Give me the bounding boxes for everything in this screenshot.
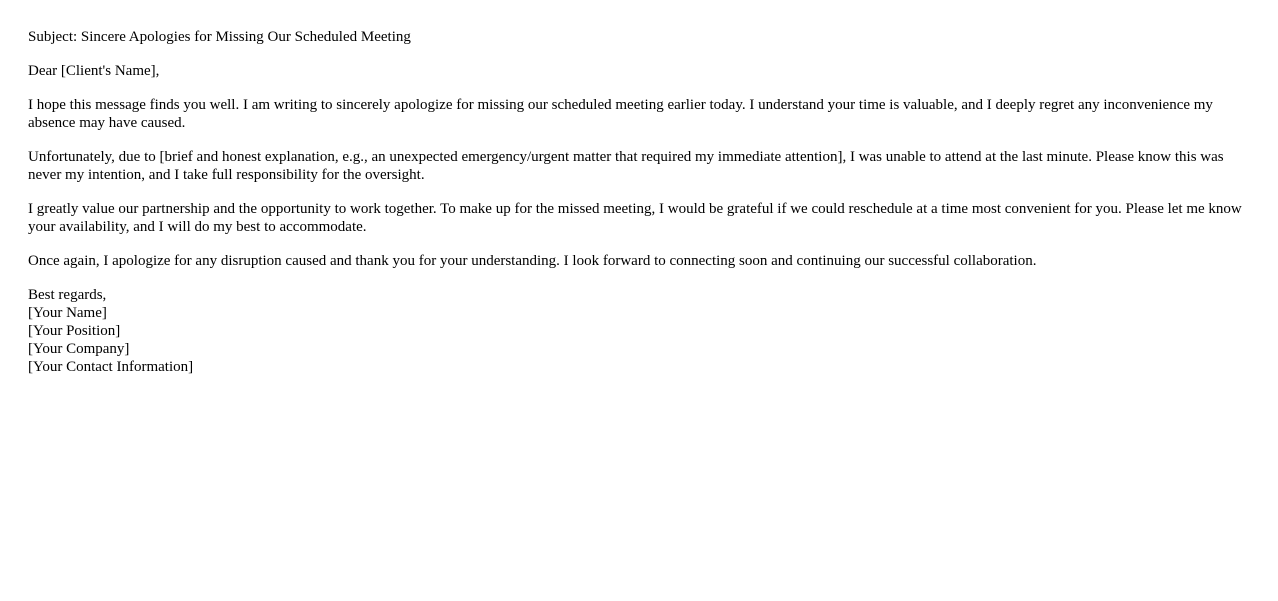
signature-name: [Your Name] bbox=[28, 305, 107, 321]
email-paragraph: I greatly value our partnership and the opportunity to work together. To make up for the missed meeting, I would be grateful if we could reschedule at a time most convenient for you. Please let me know your availability, and I will do my best to accommodate. bbox=[28, 201, 1242, 235]
signature-position: [Your Position] bbox=[28, 323, 121, 339]
email-greeting: Dear [Client's Name], bbox=[28, 63, 160, 79]
email-signature-block bbox=[28, 286, 1253, 376]
email-subject: Subject: Sincere Apologies for Missing Our Scheduled Meeting bbox=[28, 29, 411, 45]
email-paragraph: I hope this message finds you well. I am writing to sincerely apologize for missing our scheduled meeting earlier today. I understand your time is valuable, and I deeply regret any inconvenience my absence may have caused. bbox=[28, 97, 1213, 131]
signature-contact: [Your Contact Information] bbox=[28, 359, 194, 375]
signature-company: [Your Company] bbox=[28, 341, 130, 357]
email-paragraph: Once again, I apologize for any disruption caused and thank you for your understanding. I look forward to connecting soon and continuing our successful collaboration. bbox=[28, 253, 1037, 269]
email-body bbox=[28, 28, 1253, 392]
email-paragraph: Unfortunately, due to [brief and honest explanation, e.g., an unexpected emergency/urgent matter that required my immediate attention], I was unable to attend at the last minute. Please know this was never my intention, and I take full responsibility for the oversight. bbox=[28, 149, 1224, 183]
email-closing: Best regards, bbox=[28, 287, 107, 303]
